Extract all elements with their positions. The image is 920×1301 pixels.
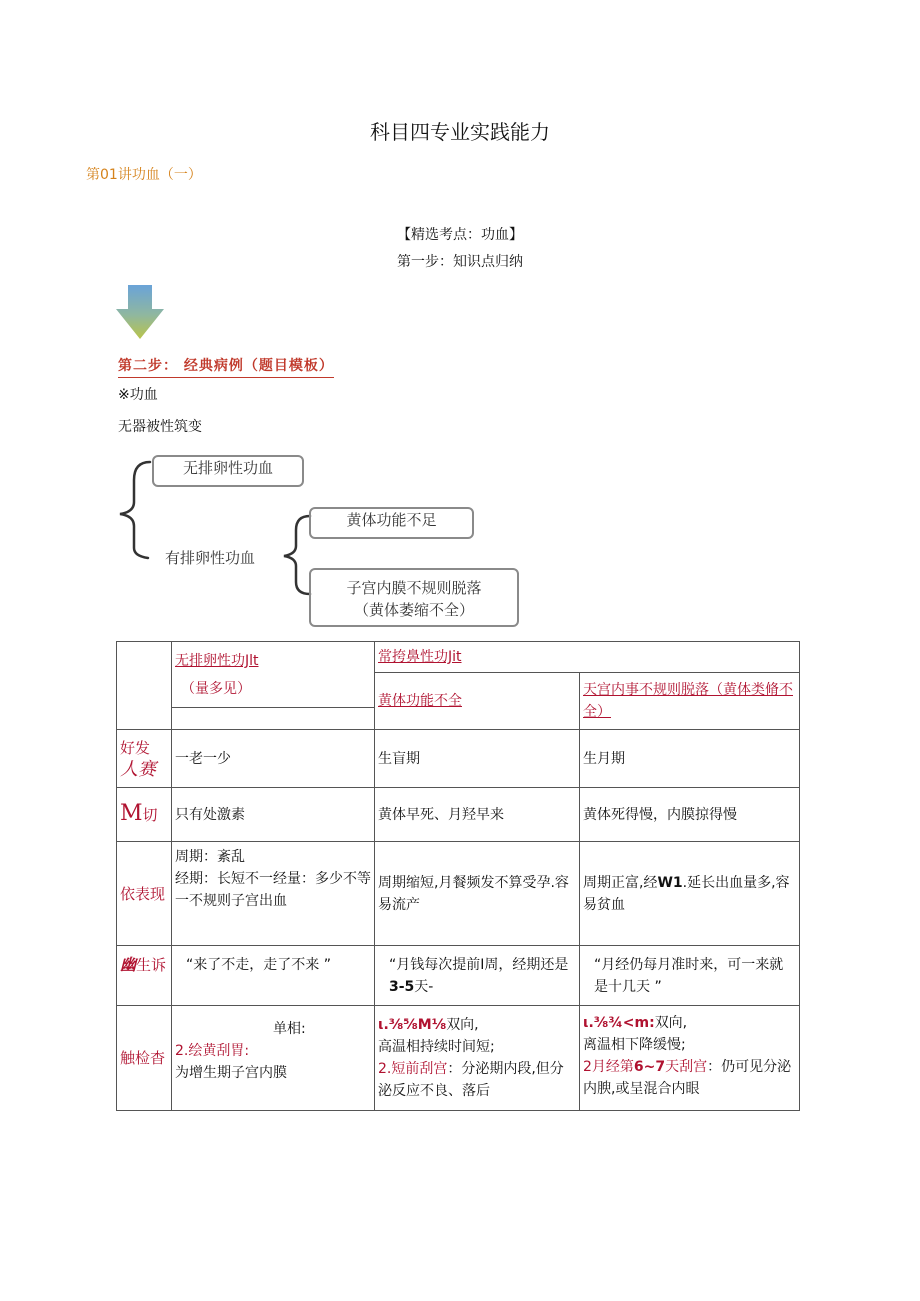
tree-node-ovulatory: 有排卵性功血 [165,549,256,567]
page-title: 科目四专业实践能力 [370,120,550,144]
tree-node-endometrium-line1: 子宫内膜不规则脱落 [346,579,482,597]
row-label-age [117,730,172,788]
cell-exam-anovulatory-l3: 为增生期子宫内膜 [175,1065,287,1081]
cell-clinical-anovulatory-l1: 周期：紊乱 [175,849,245,865]
cell-age-endometrium: 生月期 [580,730,800,788]
note-subtitle: 无器被性筑变 [118,419,202,435]
step-one: 第一步：知识点归纳 [397,254,523,270]
cell-exam-luteal-l1a: ι.⅜⅝M⅛ [378,1017,447,1033]
col1-header-spacer [172,708,375,730]
cell-exam-endo-l3a: 2月经第 [583,1059,634,1075]
comparison-table [116,641,800,1111]
col3-header: 天宫内事不规则脱落（黄体类脩不全） [580,673,800,730]
cell-clinical-endo-c: .延长出血量多,容易贫血 [583,874,790,913]
cell-exam-anovulatory-l2: 2.绘黄刮胃: [175,1043,250,1059]
cell-exam-anovulatory-l1: 单相: [273,1021,306,1037]
cell-mech-anovulatory: 只有处激素 [172,788,375,842]
cell-exam-endo-l3c: 天刮宫 [665,1059,708,1075]
table-row [117,1006,800,1111]
cell-exam-anovulatory [172,1006,375,1111]
cell-clinical-endo-a: 周期正富,经 [583,874,658,891]
cell-exam-luteal-l2: 高温相持续时间短; [378,1039,495,1055]
tree-node-luteal-insufficiency: 黄体功能不足 [309,507,474,539]
cell-complaint-luteal-c: 天- [414,979,434,995]
cell-exam-luteal-l3b: ：分泌期内段,但分泌反应不良、落后 [378,1061,564,1099]
cell-clinical-anovulatory [172,842,375,946]
row-label-complaint-1: 幽 [120,955,137,974]
cell-complaint-luteal [375,946,580,1006]
tree-node-endometrium [309,568,519,627]
row-label-complaint-2: 生诉 [136,956,167,974]
cell-age-anovulatory: 一老一少 [172,730,375,788]
row-label-age-2: 人赛 [120,758,156,780]
row-label-mechanism-1: M [120,801,143,826]
cell-mech-endometrium: 黄体死得慢，内膜掠得慢 [580,788,800,842]
col1-header-title: 无排卵性功Jlt [175,653,259,669]
table-row [117,788,800,842]
cell-exam-endo-l2: 离温相下降缓慢; [583,1037,686,1053]
table-row [117,730,800,788]
cell-clinical-endo-b: W1 [657,874,683,891]
down-arrow-icon [114,283,166,341]
lesson-heading: 第01讲功血（一） [86,167,202,183]
cell-exam-endo-l3d: ：仍可见分泌内腴,或呈混合内眼 [583,1059,792,1097]
note-functional-bleeding: ※功血 [118,387,158,403]
table-row [117,946,800,1006]
cell-complaint-endometrium: “月经仍每月准时来，可一来就是十几天 ” [580,946,800,1006]
cell-exam-endo-l3b: 6~7 [633,1059,666,1075]
row-label-clinical: 依表现 [117,842,172,946]
cell-clinical-endometrium [580,842,800,946]
selected-point: 【精选考点：功血】 [397,227,523,243]
cell-complaint-luteal-a: “月钱每次提前I周，经期还是 [389,957,569,973]
col23-header: 常挎鼻性功Jit [375,642,800,673]
cell-age-luteal: 生盲期 [375,730,580,788]
cell-clinical-anovulatory-l2: 经期：长短不一经量：多少不等一不规则子宫出血 [175,871,371,909]
col1-header-note: （量多见） [181,681,251,697]
table-row [117,842,800,946]
row-label-mechanism-2: 切 [142,806,158,824]
cell-exam-endo-l1a: ι.⅜¾<m: [583,1015,655,1031]
row-label-mechanism [117,788,172,842]
row-label-complaint [117,946,172,1006]
table-corner [117,642,172,730]
col2-header: 黄体功能不全 [375,673,580,730]
step-two-heading: 第二步： 经典病例（题目模板） [118,355,334,378]
tree-node-anovulatory: 无排卵性功血 [152,455,304,487]
cell-complaint-anovulatory: “来了不走，走了不来 ” [172,946,375,1006]
col1-header [172,642,375,708]
cell-exam-luteal-l3a: 2.短前刮宫 [378,1061,448,1077]
cell-complaint-luteal-b: 3-5 [389,979,415,995]
cell-mech-luteal: 黄体早死、月羟早来 [375,788,580,842]
cell-exam-endo-l1b: 双向, [654,1015,688,1031]
cell-exam-luteal [375,1006,580,1111]
tree-node-endometrium-line2: （黄体萎缩不全） [353,601,474,619]
cell-exam-endometrium [580,1006,800,1111]
row-label-age-1: 好发 [120,738,151,757]
cell-exam-luteal-l1b: 双向, [446,1017,479,1033]
cell-clinical-luteal: 周期缩短,月餐频发不算受孕.容易流产 [375,842,580,946]
row-label-exam: 触检杳 [117,1006,172,1111]
